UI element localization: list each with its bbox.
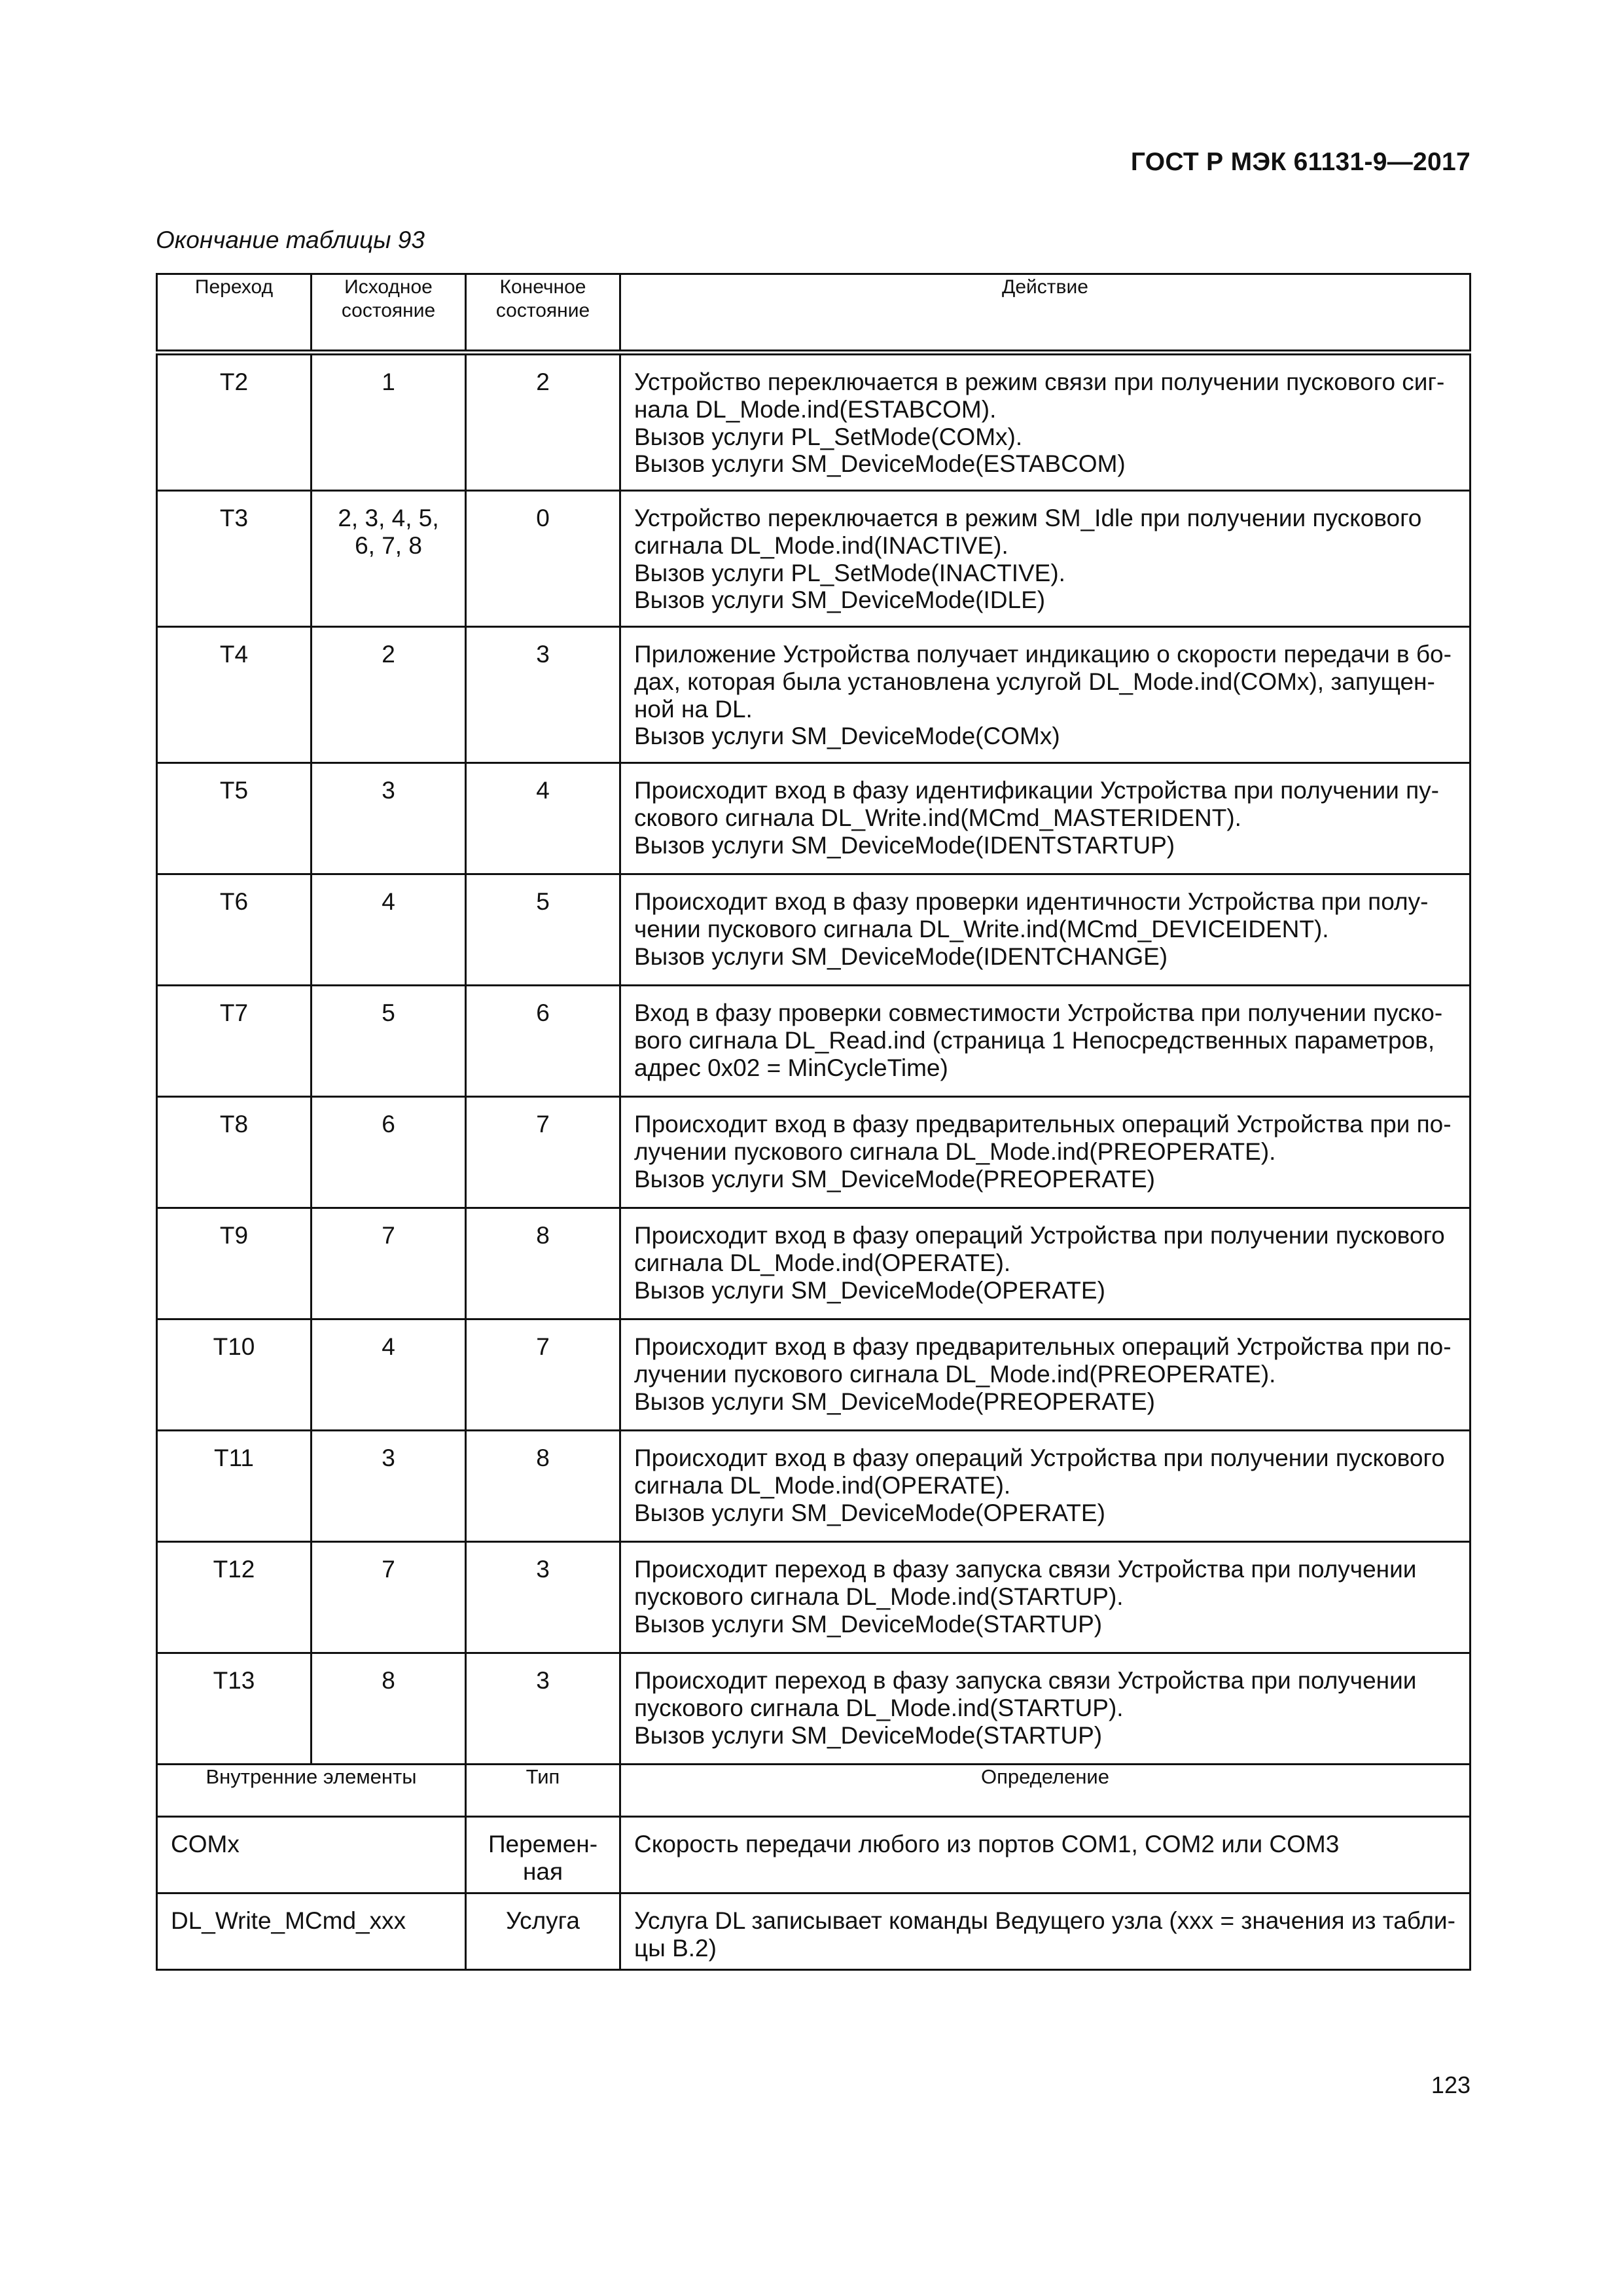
action-cell: [620, 627, 1471, 763]
transition-table: [156, 273, 1471, 1971]
text-line: 7: [382, 1222, 395, 1249]
definition-cell: [620, 1817, 1471, 1893]
type-cell: [466, 1893, 620, 1970]
table-row: [157, 874, 1471, 986]
column-header: [620, 274, 1471, 353]
table-row: [157, 763, 1471, 874]
table-row: [157, 627, 1471, 763]
table-header-row: [157, 274, 1471, 353]
transition-cell: T7: [157, 986, 312, 1097]
text-line: Устройство переключается в режим связи при получении пускового сиг-: [634, 368, 1445, 395]
column-header: Тип: [466, 1765, 620, 1817]
source-state-cell: [312, 1431, 466, 1542]
target-state-cell: 3: [466, 1653, 620, 1765]
text-line: Услуга: [506, 1907, 580, 1934]
transition-cell: T8: [157, 1097, 312, 1208]
action-cell: [620, 1542, 1471, 1653]
action-cell: [620, 763, 1471, 874]
text-line: ная: [522, 1857, 563, 1885]
transition-cell: T12: [157, 1542, 312, 1653]
text-line: Перемен-: [488, 1831, 598, 1857]
target-state-cell: 7: [466, 1097, 620, 1208]
action-cell: [620, 491, 1471, 627]
text-line: Происходит вход в фазу предварительных операций Устройства при по-: [634, 1333, 1452, 1360]
text-line: 2: [382, 641, 395, 668]
table-row: [157, 1653, 1471, 1765]
action-cell: [620, 1319, 1471, 1431]
text-line: Вызов услуги SM_DeviceMode(STARTUP): [634, 1610, 1103, 1638]
text-line: Вызов услуги SM_DeviceMode(IDENTCHANGE): [634, 942, 1168, 970]
text-line: адрес 0x02 = MinCycleTime): [634, 1054, 948, 1081]
text-line: 8: [382, 1667, 395, 1694]
transition-cell: T10: [157, 1319, 312, 1431]
definition-cell: [620, 1893, 1471, 1970]
source-state-cell: [312, 1097, 466, 1208]
text-line: 6: [382, 1111, 395, 1138]
text-line: Скорость передачи любого из портов COM1, COM2 или COM3: [634, 1831, 1340, 1857]
text-line: 1: [382, 368, 395, 395]
text-line: пускового сигнала DL_Mode.ind(STARTUP).: [634, 1694, 1124, 1721]
text-line: Услуга DL записывает команды Ведущего узла (xxx = значения из табли-: [634, 1907, 1455, 1934]
target-state-cell: 7: [466, 1319, 620, 1431]
column-header: Определение: [620, 1765, 1471, 1817]
transition-cell: T9: [157, 1208, 312, 1319]
text-line: Вход в фазу проверки совместимости Устройства при получении пуско-: [634, 999, 1443, 1026]
text-line: 5: [382, 999, 395, 1026]
text-line: Вызов услуги SM_DeviceMode(OPERATE): [634, 1276, 1105, 1304]
column-header: [157, 274, 312, 353]
text-line: Приложение Устройства получает индикацию о скорости передачи в бо-: [634, 641, 1452, 668]
target-state-cell: 8: [466, 1431, 620, 1542]
definitions-header-row: [157, 1765, 1471, 1817]
target-state-cell: 8: [466, 1208, 620, 1319]
text-line: нала DL_Mode.ind(ESTABCOM).: [634, 395, 997, 423]
target-state-cell: 3: [466, 627, 620, 763]
text-line: лучении пускового сигнала DL_Mode.ind(PREOPERATE).: [634, 1360, 1276, 1388]
text-line: цы B.2): [634, 1934, 717, 1962]
column-header: Внутренние элементы: [157, 1765, 466, 1817]
type-cell: [466, 1817, 620, 1893]
text-line: состояние: [341, 300, 436, 321]
source-state-cell: [312, 1208, 466, 1319]
transition-cell: T6: [157, 874, 312, 986]
text-line: сигнала DL_Mode.ind(INACTIVE).: [634, 531, 1008, 559]
text-line: Происходит вход в фазу операций Устройства при получении пускового: [634, 1444, 1445, 1471]
text-line: Вызов услуги SM_DeviceMode(COMx): [634, 723, 1060, 750]
text-line: Вызов услуги SM_DeviceMode(IDENTSTARTUP): [634, 831, 1175, 859]
text-line: чении пускового сигнала DL_Write.ind(MCmd_DEVICEIDENT).: [634, 915, 1329, 942]
text-line: Происходит вход в фазу операций Устройства при получении пускового: [634, 1222, 1445, 1249]
source-state-cell: [312, 627, 466, 763]
document-code: ГОСТ Р МЭК 61131-9—2017: [1130, 148, 1471, 176]
text-line: Действие: [1002, 276, 1088, 298]
text-line: Вызов услуги PL_SetMode(COMx).: [634, 423, 1023, 450]
table-row: [157, 986, 1471, 1097]
column-header: [466, 274, 620, 353]
text-line: сигнала DL_Mode.ind(OPERATE).: [634, 1249, 1011, 1276]
target-state-cell: 4: [466, 763, 620, 874]
target-state-cell: 3: [466, 1542, 620, 1653]
text-line: 6, 7, 8: [355, 531, 422, 559]
text-line: ной на DL.: [634, 695, 753, 723]
text-line: Происходит вход в фазу идентификации Устройства при получении пу-: [634, 777, 1439, 804]
target-state-cell: 0: [466, 491, 620, 627]
table-row: [157, 1319, 1471, 1431]
table-caption: Окончание таблицы 93: [156, 226, 425, 253]
text-line: состояние: [495, 300, 590, 321]
text-line: Конечное: [499, 276, 586, 298]
table-row: [157, 353, 1471, 491]
table-row: [157, 491, 1471, 627]
source-state-cell: [312, 763, 466, 874]
text-line: Исходное: [344, 276, 433, 298]
definition-row: [157, 1817, 1471, 1893]
text-line: Переход: [194, 276, 274, 298]
target-state-cell: 2: [466, 353, 620, 491]
text-line: Происходит вход в фазу проверки идентичности Устройства при полу-: [634, 888, 1429, 915]
action-cell: [620, 1208, 1471, 1319]
transition-cell: T13: [157, 1653, 312, 1765]
target-state-cell: 6: [466, 986, 620, 1097]
source-state-cell: [312, 1319, 466, 1431]
table-row: [157, 1208, 1471, 1319]
text-line: Вызов услуги SM_DeviceMode(ESTABCOM): [634, 450, 1126, 478]
text-line: дах, которая была установлена услугой DL_Mode.ind(COMx), запущен-: [634, 668, 1435, 695]
text-line: скового сигнала DL_Write.ind(MCmd_MASTERIDENT).: [634, 804, 1241, 831]
action-cell: [620, 1097, 1471, 1208]
source-state-cell: [312, 353, 466, 491]
action-cell: [620, 353, 1471, 491]
table-row: [157, 1431, 1471, 1542]
action-cell: [620, 1431, 1471, 1542]
action-cell: [620, 986, 1471, 1097]
source-state-cell: [312, 1542, 466, 1653]
transition-cell: T4: [157, 627, 312, 763]
source-state-cell: [312, 986, 466, 1097]
text-line: Вызов услуги SM_DeviceMode(PREOPERATE): [634, 1165, 1155, 1193]
text-line: пускового сигнала DL_Mode.ind(STARTUP).: [634, 1583, 1124, 1610]
column-header: [312, 274, 466, 353]
text-line: Вызов услуги SM_DeviceMode(STARTUP): [634, 1721, 1103, 1749]
text-line: Устройство переключается в режим SM_Idle при получении пускового: [634, 505, 1422, 531]
text-line: Происходит вход в фазу предварительных операций Устройства при по-: [634, 1111, 1452, 1138]
transition-cell: T11: [157, 1431, 312, 1542]
text-line: Вызов услуги SM_DeviceMode(OPERATE): [634, 1499, 1105, 1526]
source-state-cell: [312, 1653, 466, 1765]
text-line: вого сигнала DL_Read.ind (страница 1 Непосредственных параметров,: [634, 1026, 1435, 1054]
table-row: [157, 1097, 1471, 1208]
target-state-cell: 5: [466, 874, 620, 986]
text-line: Происходит переход в фазу запуска связи Устройства при получении: [634, 1667, 1417, 1694]
action-cell: [620, 874, 1471, 986]
action-cell: [620, 1653, 1471, 1765]
text-line: Вызов услуги SM_DeviceMode(IDLE): [634, 586, 1046, 614]
text-line: 4: [382, 1333, 395, 1360]
transition-cell: T2: [157, 353, 312, 491]
text-line: Происходит переход в фазу запуска связи Устройства при получении: [634, 1556, 1417, 1583]
definition-row: [157, 1893, 1471, 1970]
element-cell: DL_Write_MCmd_xxx: [157, 1893, 466, 1970]
source-state-cell: [312, 491, 466, 627]
text-line: 3: [382, 1444, 395, 1471]
element-cell: COMx: [157, 1817, 466, 1893]
transition-cell: T3: [157, 491, 312, 627]
text-line: 3: [382, 777, 395, 804]
page-number: 123: [1431, 2072, 1471, 2098]
text-line: 4: [382, 888, 395, 915]
transition-cell: T5: [157, 763, 312, 874]
table-row: [157, 1542, 1471, 1653]
text-line: 2, 3, 4, 5,: [338, 505, 439, 531]
text-line: Вызов услуги SM_DeviceMode(PREOPERATE): [634, 1388, 1155, 1415]
text-line: сигнала DL_Mode.ind(OPERATE).: [634, 1471, 1011, 1499]
source-state-cell: [312, 874, 466, 986]
text-line: 7: [382, 1556, 395, 1583]
text-line: лучении пускового сигнала DL_Mode.ind(PREOPERATE).: [634, 1138, 1276, 1165]
text-line: Вызов услуги PL_SetMode(INACTIVE).: [634, 559, 1065, 586]
